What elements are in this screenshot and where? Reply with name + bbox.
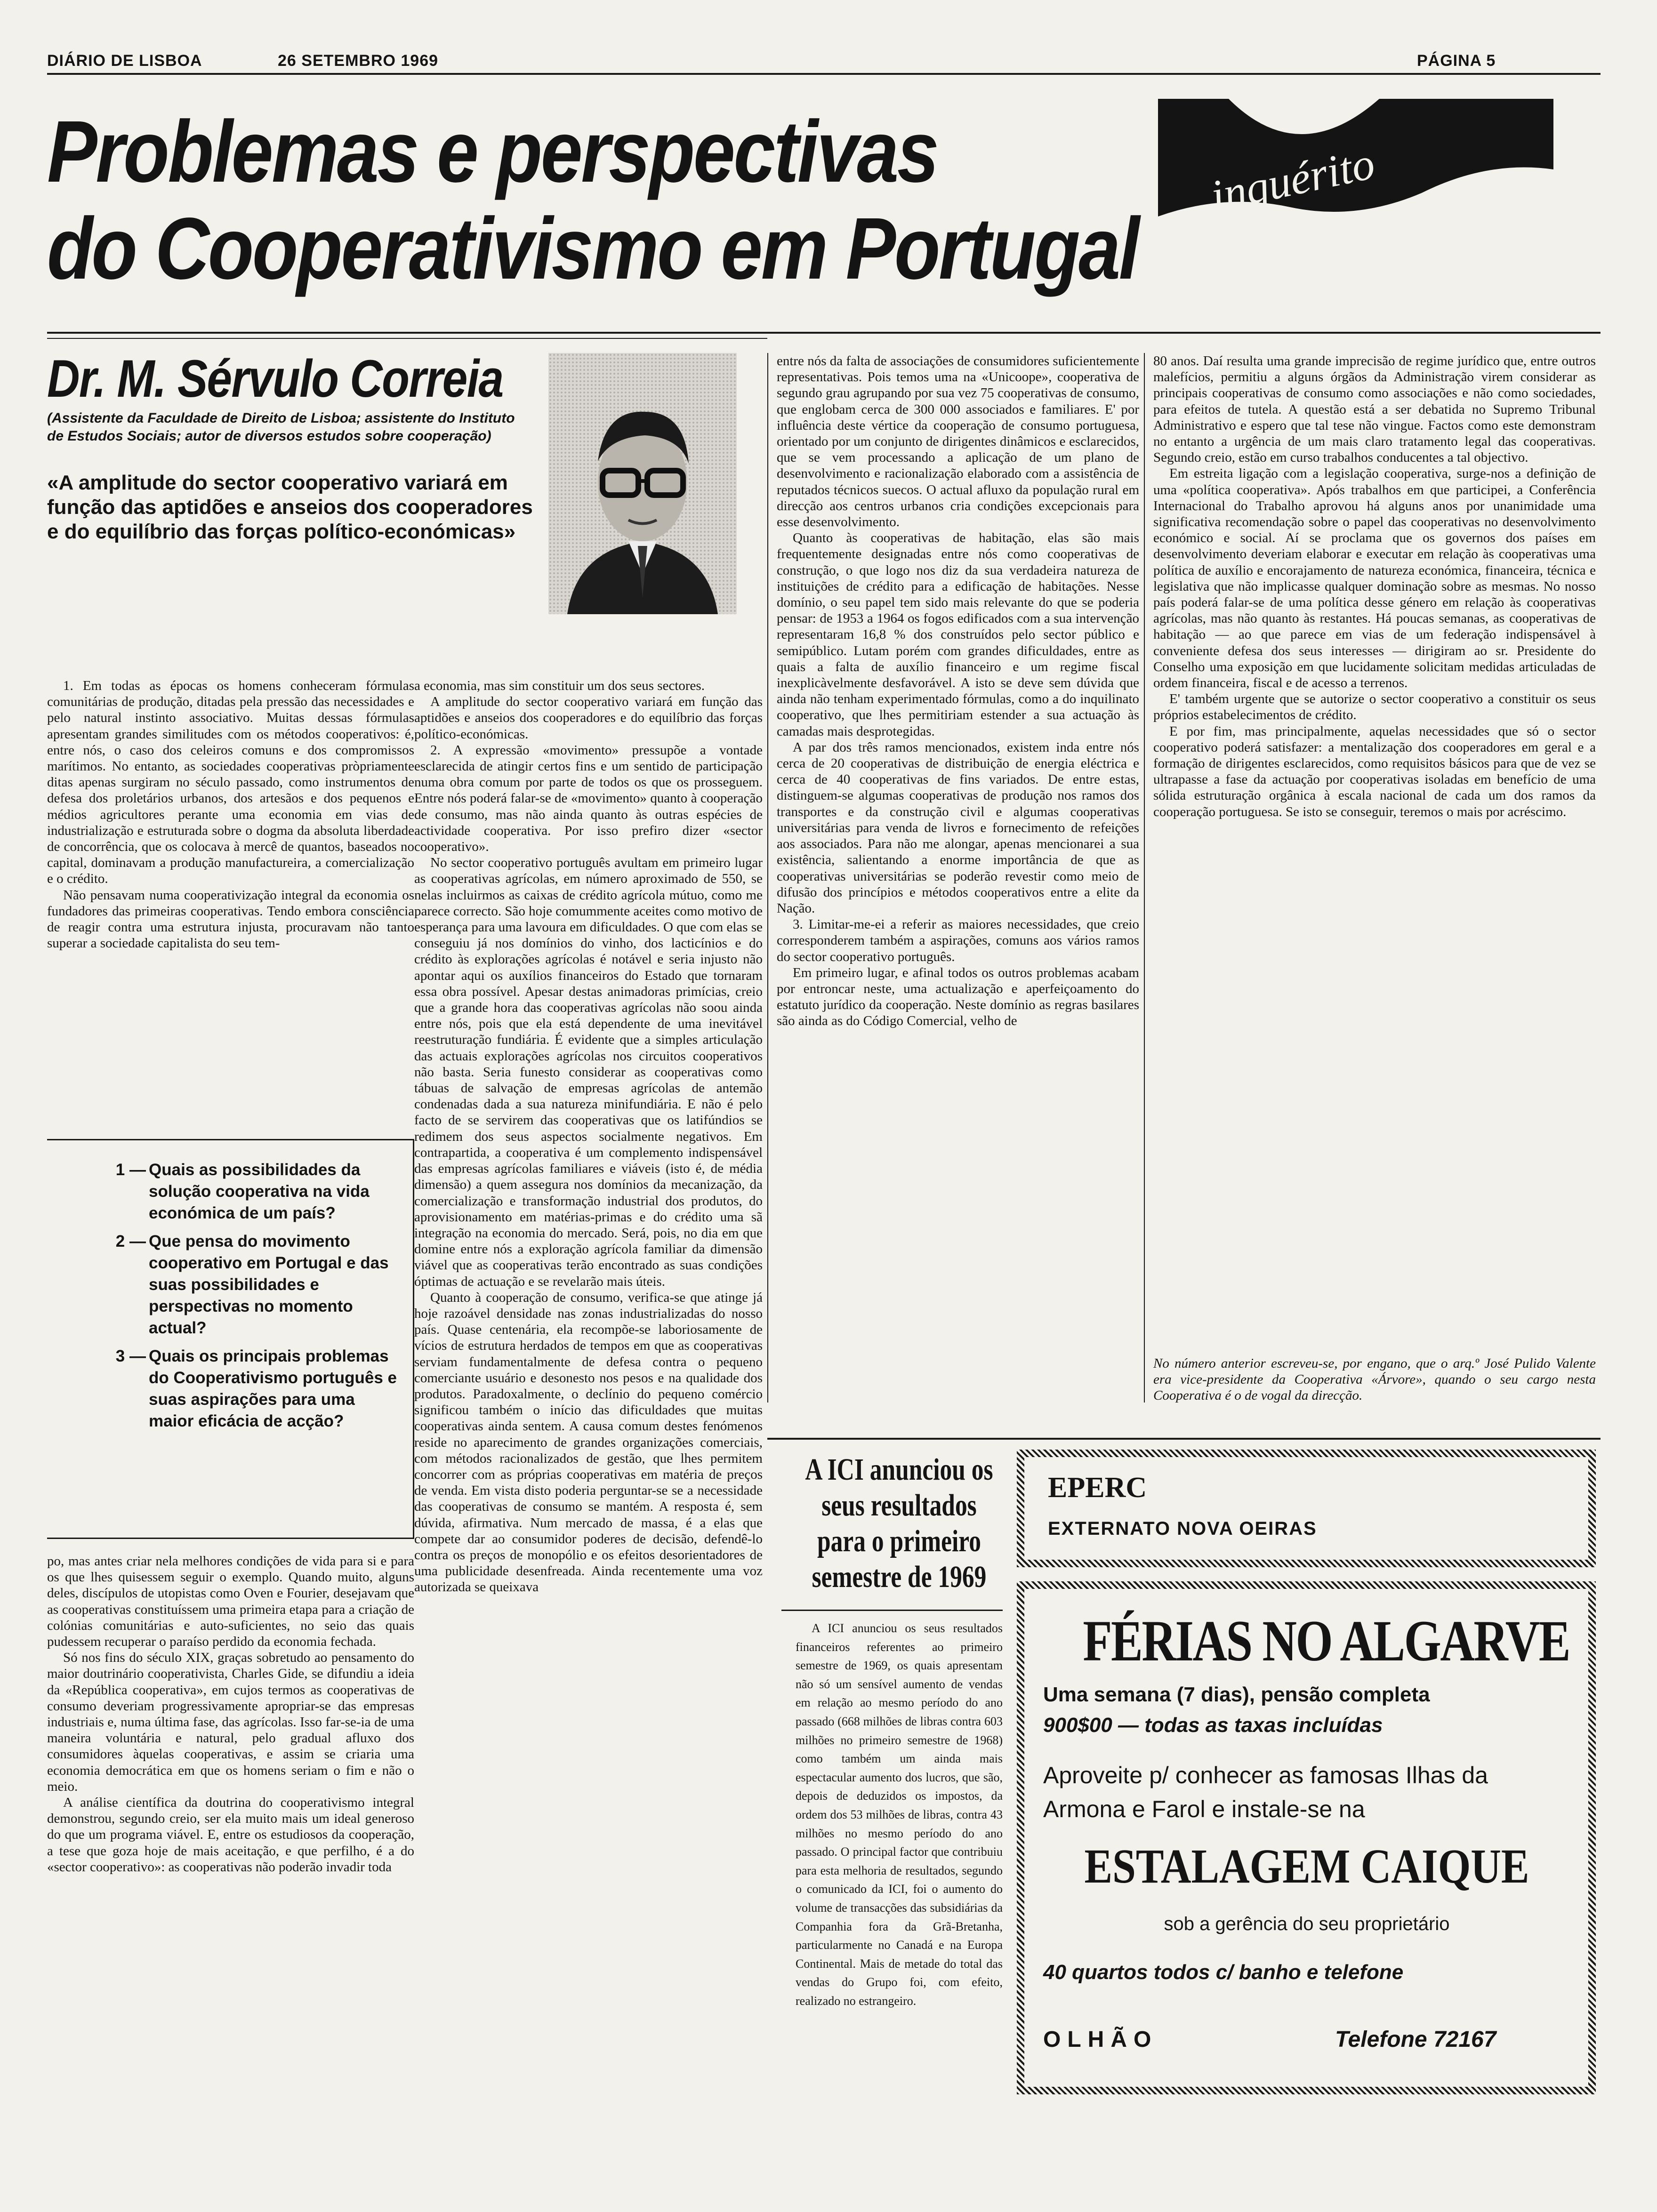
algarve-line-4: sob a gerência do seu proprietário [1164, 1914, 1450, 1934]
headline-line-1: Problemas e perspectivas [47, 103, 938, 200]
algarve-town: OLHÃO [1043, 2027, 1158, 2052]
question-number: 2 — [115, 1232, 146, 1250]
question-item [47, 1159, 403, 1224]
ici-headline-rule [781, 1610, 1003, 1611]
article-paragraph: 1. Em todas as épocas os homens conheceram fórmulas comunitárias de produção, ditadas pela pressão das necessidades e pelo natural instinto associativo. Muitas dessas fórmulas apresentam grandes similitudes com os métodos cooperativos: é, entre nós, o caso dos celeiros comuns e dos compromissos marítimos. No entanto, as sociedades cooperativas pròpriamente ditas apenas surgiram no século passado, como instrumentos de defesa dos proletários urbanos, dos artesãos e dos pequenos e médios agricultores perante uma economia em vias de industrialização e estruturada sobre o dogma da absoluta liberdade de concorrência, que os colocava à mercê de quantos, baseados no capital, dominavam a produção manufactureira, a comercialização e o crédito. [47, 678, 414, 887]
article-paragraph: A análise científica da doutrina do cooperativismo integral demonstrou, segundo creio, ser ela muito mais um ideal generoso do que um programa viável. E, entre os estudiosos da cooperação, a tese que goza hoje de mais aceitação, e que perfilho, é a do «sector cooperativo»: as cooperativas não poderão invadir toda [47, 1795, 414, 1875]
masthead-paper-name: DIÁRIO DE LISBOA [47, 52, 202, 70]
masthead-rule [47, 73, 1601, 75]
ici-paragraph: A ICI anunciou os seus resultados financeiros referentes ao primeiro semestre de 1969, os quais apresentam não só um sensível aumento de vendas em relação ao mesmo período do ano passado (668 milhões de libras contra 603 milhões no primeiro semestre de 1968) como também um ainda mais espectacular aumento dos lucros, que são, depois de deduzidos os impostos, da ordem dos 53 milhões de libras, contra 43 milhões no mesmo período do ano passado. O principal factor que contribuiu para esta melhoria de resultados, segundo o comunicado da ICI, foi o aumento do volume de transacções das subsidiárias da Companhia fora da Grã-Bretanha, particularmente no Canadá e na Europa Continental. Mais de metade do total das vendas do Grupo foi, com efeito, realizado no estrangeiro. [796, 1621, 1003, 2008]
headline [47, 103, 1138, 297]
eperc-ad [1017, 1450, 1596, 1567]
masthead-page-number: PÁGINA 5 [1417, 52, 1496, 70]
author-affiliation: (Assistente da Faculdade de Direito de Lisboa; assistente do Instituto de Estudos Sociais; autor de diversos estudos sobre cooperação) [47, 410, 515, 444]
article-paragraph: 80 anos. Daí resulta uma grande imprecisão de regime jurídico que, entre outros malefícios, permitiu a alguns órgãos da Administração virem considerar as principais cooperativas de consumo como associações e não como sociedades, para efeitos de tutela. A questão está a ser debatida no Supremo Tribunal Administrativo e espero que tal tese não vingue. Factos como este demonstram no entanto a urgência de um mais claro tratamento legal das cooperativas. Segundo creio, estão em curso trabalhos conducentes a tal objectivo. [1153, 353, 1596, 465]
article-paragraph: A amplitude do sector cooperativo variará em função das aptidões e anseios dos cooperadores e do equilíbrio das forças político-económicas. [414, 694, 763, 742]
question-item [47, 1231, 403, 1339]
question-text: Quais as possibilidades da solução cooperativa na vida económica de um país? [149, 1161, 370, 1222]
article-paragraph: Não pensavam numa cooperativização integral da economia os fundadores das primeiras cooperativas. Tendo embora consciência de reagir contra uma estrutura injusta, procuravam não tanto superar a sociedade capitalista do seu tem- [47, 887, 414, 951]
question-text: Quais os principais problemas do Cooperativismo português e suas aspirações para uma maior eficácia de acção? [149, 1347, 397, 1430]
ici-body [796, 1619, 1003, 2132]
question-number: 1 — [115, 1161, 146, 1179]
algarve-line-2: 900$00 — todas as taxas incluídas [1043, 1714, 1383, 1737]
algarve-line-3: Aproveite p/ conhecer as famosas Ilhas da Armona e Farol e instale-se na [1043, 1762, 1488, 1822]
column-divider-1 [767, 353, 768, 1403]
algarve-title: FÉRIAS NO ALGARVE [1083, 1609, 1570, 1673]
article-column-4 [1153, 353, 1596, 1346]
question-number: 3 — [115, 1347, 146, 1365]
article-paragraph: Quanto à cooperação de consumo, verifica-se que atinge já hoje razoável densidade nas zonas industrializadas do nosso país. Quase centenária, ela recompõe-se laboriosamente de vícios de estrutura herdados de tempos em que as cooperativas serviam fundamentalmente de defesa contra o pequeno comerciante usuário e desonesto nos pesos e na qualidade dos produtos. Paradoxalmente, o declínio do pequeno comércio significou também o início das dificuldades que muitas cooperativas ainda sentem. A causa comum destes fenómenos reside no aparecimento de grandes organizações comerciais, com métodos racionalizados de gestão, que lhes permitem concorrer com as próprias cooperativas em matéria de preços de venda. Em vista disto poderia perguntar-se se a necessidade das cooperativas de consumo se mantém. A resposta é, sem dúvida, afirmativa. Num mercado de massa, é a elas que compete dar ao consumidor poderes de decisão, defendê-lo contra os preços de monopólio e os efeitos desorientadores de uma publicidade desenfreada. Ainda recentemente uma voz autorizada se queixava [414, 1290, 763, 1595]
headline-line-2: do Cooperativismo em Portugal [47, 200, 1138, 297]
question-text: Que pensa do movimento cooperativo em Portugal e das suas possibilidades e perspectivas no momento actual? [149, 1232, 389, 1337]
article-paragraph: Em estreita ligação com a legislação cooperativa, surge-nos a definição de uma «política cooperativa». Após trabalhos em que participei, a Conferência Internacional do Trabalho aprovou há alguns anos por unanimidade uma significativa recomendação sobre o papel das cooperativas no desenvolvimento económico e social. Aí se proclama que os governos dos países em desenvolvimento deveriam elaborar e executar em relação às cooperativas uma política de auxílio e encorajamento de natureza económica, financeira, técnica e legislativa que não implicasse qualquer dominação sobre as mesmas. No nosso país poderá falar-se de uma política desse género em relação às cooperativas agrícolas, mas não quanto às restantes. Há poucas semanas, as cooperativas de habitação — ao que parece em vias de um federação indispensável à conveniente defesa dos seus interesses — dirigiram ao sr. Presidente do Conselho uma exposição em que lucidamente solicitam medidas articuladas de ordem financeira, fiscal e de acesso a terrenos. [1153, 466, 1596, 691]
article-paragraph: Quanto às cooperativas de habitação, elas são mais frequentemente designadas entre nós como cooperativas de construção, o que logo nos diz da sua verdadeira natureza de instituições de crédito para a edificação de habitações. Nesse domínio, o seu papel tem sido mais relevante do que se poderia pensar: de 1953 a 1964 os fogos edificados com a sua intervenção representaram 16,8 % dos construídos pelo sector público e semipúblico. Lutam porém com grandes dificuldades, entre as quais a falta de auxílio financeiro e um regime fiscal inexplicàvelmente desfavorável. A isto se deve sem dúvida que ainda não tenham experimentado fórmulas, como a do inquilinato cooperativo, que lhes permitiriam estender a sua actuação às camadas mais desprotegidas. [777, 530, 1139, 739]
article-paragraph: Em primeiro lugar, e afinal todos os outros problemas acabam por entroncar neste, uma actualização e aperfeiçoamento do estatuto jurídico da cooperação. Neste domínio as regras basilares são ainda as do Código Comercial, velho de [777, 965, 1139, 1029]
article-paragraph: 3. Limitar-me-ei a referir as maiores necessidades, que creio corresponderem também a aspirações, comuns aos vários ramos do sector cooperativo português. [777, 917, 1139, 964]
article-paragraph: Só nos fins do século XIX, graças sobretudo ao pensamento do maior doutrinário cooperativista, Charles Gide, se difundiu a ideia da «República cooperativa», em cujos termos as cooperativas de consumo deveriam progressivamente apropriar-se das empresas industriais e, numa última fase, das agrícolas. Isso far-se-ia de uma maneira voluntária e natural, pelo gradual afluxo dos consumidores àquelas cooperativas, e assim se criaria uma economia democrática em que os homens seriam o fim e não o meio. [47, 1650, 414, 1794]
article-paragraph: po, mas antes criar nela melhores condições de vida para si e para os que lhes quisessem seguir o exemplo. Quando muito, alguns deles, discípulos de utopistas como Oven e Fourier, desejavam que as cooperativas constituíssem uma primeira etapa para a criação de colónias comunitárias e auto-suficientes, no seio das quais pudessem recuperar o paraíso perdido da economia fechada. [47, 1554, 414, 1650]
article-paragraph: a economia, mas sim constituir um dos seus sectores. [414, 678, 705, 693]
ici-headline: A ICI anunciou os seus resultados para o primeiro semestre de 1969 [805, 1452, 993, 1594]
lead-quote: «A amplitude do sector cooperativo variará em função das aptidões e anseios dos cooperadores e do equilíbrio das forças político-económicas» [47, 471, 533, 543]
algarve-ad [1017, 1581, 1596, 2094]
algarve-phone: Telefone 72167 [1335, 2027, 1496, 2052]
eperc-subtitle: EXTERNATO NOVA OEIRAS [1048, 1518, 1317, 1539]
inquerito-logo [1158, 99, 1553, 221]
portrait-graphic [548, 353, 737, 614]
article-paragraph: entre nós da falta de associações de consumidores suficientemente representativas. Pois temos uma na «Unicoope», cooperativa de segundo grau agrupando por sua vez 75 cooperativas de consumo, que englobam cerca de 300 000 associados e familiares. E' por influência deste vértice da cooperação de consumo portuguesa, orientado por um conjunto de dirigentes dinâmicos e esclarecidos, que se vem processando a aplicação de um plano de desenvolvimento e racionalização elaborado com a assistência de reputados técnicos suecos. O actual afluxo da população rural em direcção aos centros urbanos cria condições excepcionais para esse desenvolvimento. [777, 353, 1139, 530]
algarve-line-5: 40 quartos todos c/ banho e telefone [1043, 1961, 1404, 1984]
article-column-2 [414, 678, 763, 2132]
article-paragraph: A par dos três ramos mencionados, existem inda entre nós cerca de 20 cooperativas de distribuição de energia eléctrica e cerca de 40 cooperativas de fins variados. De entre estas, distinguem-se algumas cooperativas de produção nos ramos dos transportes e da construção civil e algumas cooperativas universitárias para venda de livros e fornecimento de refeições aos associados. Para não me alongar, apenas mencionarei a sua existência, salientando a enorme importância de que as cooperativas universitárias se poderão revestir como meio de difusão dos princípios e métodos cooperativos entre a elite da Nação. [777, 739, 1139, 916]
column-divider-2 [1144, 353, 1145, 1403]
inquerito-logo-graphic [1158, 99, 1553, 221]
article-paragraph: E' também urgente que se autorize o sector cooperativo a constituir os seus próprios estabelecimentos de crédito. [1153, 691, 1596, 723]
article-paragraph: 2. A expressão «movimento» pressupõe a vontade esclarecida de atingir certos fins e um sentido de participação numa obra comum por parte de todos os que os prosseguem. Entre nós poderá falar-se de «movimento» quanto à cooperação de consumo, mas não ainda quanto às outras espécies de actividade cooperativa. Por isso prefiro dizer «sector cooperativo». [414, 742, 763, 855]
questions-box [47, 1139, 414, 1539]
eperc-title: EPERC [1048, 1472, 1147, 1504]
portrait-photo [548, 353, 737, 614]
article-column-3 [777, 353, 1139, 1410]
article-paragraph: E por fim, mas principalmente, aquelas necessidades que só o sector cooperativo poderá satisfazer: a mentalização dos cooperadores em geral e a formação de dirigentes esclarecidos, como requisitos básicos para que de vez se ultrapasse a fase da actuação por cooperativas isoladas em benefício de uma sólida estruturação orgânica à escala nacional de cada um dos ramos da cooperação portuguesa. Se isto se conseguir, teremos o mais por acréscimo. [1153, 723, 1596, 819]
algarve-line-1: Uma semana (7 dias), pensão completa [1043, 1683, 1430, 1706]
algarve-hotel-name: ESTALAGEM CAIQUE [1084, 1839, 1529, 1893]
article-paragraph: No sector cooperativo português avultam em primeiro lugar as cooperativas agrícolas, em número aproximado de 550, se nelas incluirmos as caixas de crédito agrícola mútuo, como me parece correcto. São hoje comummente aceites como motivo de esperança para uma lavoura em dificuldades. O que com elas se conseguiu já nos domínios do vinho, dos lacticínios e do crédito às explorações agrícolas é notável e seria injusto não apontar aqui os auxílios financeiros do Estado que tornaram essa obra possível. Apesar destas animadoras primícias, creio que a grande hora das cooperativas agrícolas não soou ainda entre nós, pois que ela está dependente de uma inevitável reestruturação fundiária. É evidente que a simples articulação das actuais explorações agrícolas nos circuitos cooperativos não basta. Seria funesto considerar as cooperativas como tábuas de salvação de empresas agrícolas de antemão condenadas dada a sua natureza minifundiária. E não é pelo facto de se servirem das cooperativas que os latifúndios se redimem dos seus aspectos socialmente negativos. Em contrapartida, a cooperativa é um complemento indispensável das empresas agrícolas familiares e viáveis (isto é, de média dimensão) a quem assegura nos domínios da mecanização, da comercialização e transformação industrial dos produtos, do aprovisionamento em matérias-primas e do crédito uma sã integração na economia do mercado. Será, pois, no dia em que domine entre nós a exploração agrícola familiar da dimensão viável que as cooperativas terão encontrado as suas condições óptimas de actuação e se revelarão mais úteis. [414, 855, 763, 1289]
author-name: Dr. M. Sérvulo Correia [47, 349, 503, 408]
article-column-1-bottom [47, 1553, 414, 2132]
masthead-date: 26 SETEMBRO 1969 [278, 52, 439, 70]
inquerito-logo-text: inquérito [1206, 137, 1379, 221]
headline-rule-thin [47, 338, 767, 339]
ici-top-rule [767, 1438, 1601, 1440]
article-column-1-top [47, 678, 414, 1104]
correction-note: No número anterior escreveu-se, por engano, que o arq.º José Pulido Valente era vice-presidente da Cooperativa «Árvore», quando o seu cargo nesta Cooperativa é o de vogal da direcção. [1153, 1356, 1596, 1403]
question-item [47, 1346, 403, 1432]
headline-rule [47, 332, 1601, 334]
